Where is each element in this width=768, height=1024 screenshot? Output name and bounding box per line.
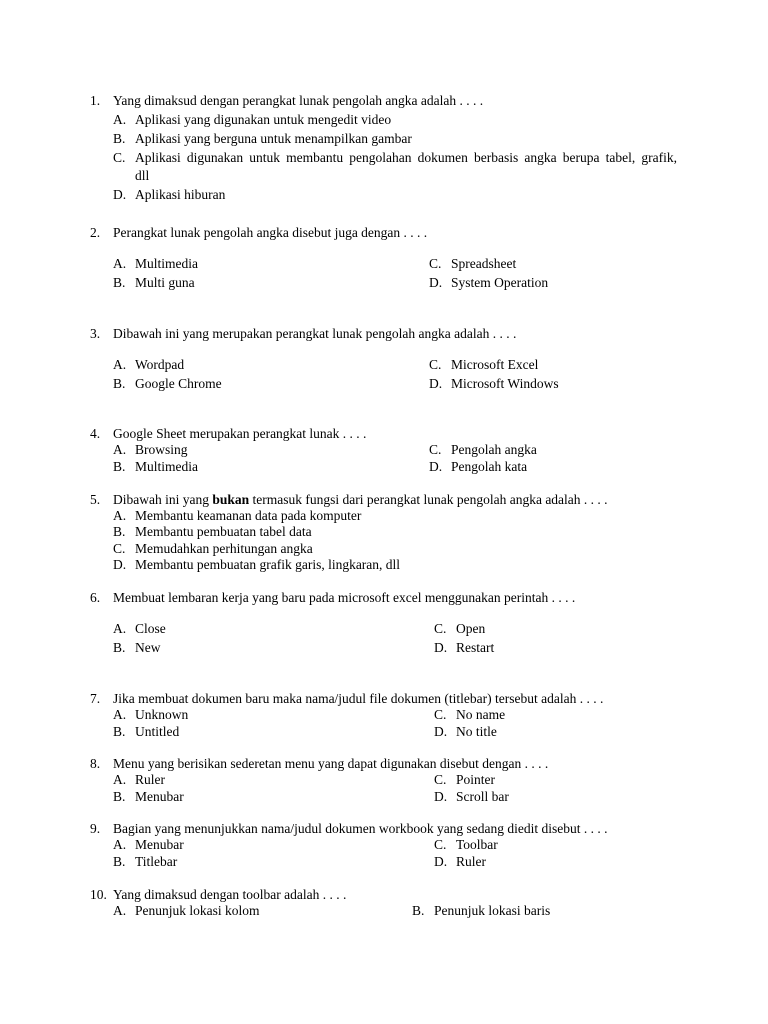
question-number: 7.	[90, 691, 101, 706]
question-text-start: Dibawah ini yang	[113, 492, 213, 507]
option-text: Membantu pembuatan tabel data	[135, 524, 312, 539]
option-letter: B.	[113, 376, 126, 391]
option-text: Memudahkan perhitungan angka	[135, 541, 313, 556]
option-letter: A.	[113, 707, 127, 722]
option-letter: B.	[113, 524, 126, 539]
question-text: Jika membuat dokumen baru maka nama/judul file dokumen (titlebar) tersebut adalah . . . .	[113, 691, 604, 706]
question-number: 5.	[90, 492, 101, 507]
question-text: Yang dimaksud dengan toolbar adalah . . . .	[113, 887, 347, 902]
question-text: Dibawah ini yang merupakan perangkat lunak pengolah angka adalah . . . .	[113, 326, 517, 341]
option-text: Unknown	[135, 707, 189, 722]
option-text: Menubar	[135, 789, 184, 804]
option-text: Untitled	[135, 724, 180, 739]
option-letter: D.	[434, 640, 448, 655]
option-letter: D.	[429, 275, 443, 290]
question-text: Membuat lembaran kerja yang baru pada microsoft excel menggunakan perintah . . . .	[113, 590, 576, 605]
question-text-end: termasuk fungsi dari perangkat lunak pengolah angka adalah . . . .	[249, 492, 608, 507]
option-letter: B.	[412, 903, 425, 918]
question-text: Perangkat lunak pengolah angka disebut juga dengan . . . .	[113, 225, 428, 240]
option-text-continuation: dll	[135, 168, 150, 183]
option-letter: A.	[113, 903, 127, 918]
option-letter: D.	[429, 376, 443, 391]
option-text: Titlebar	[135, 854, 178, 869]
option-text: Microsoft Windows	[451, 376, 559, 391]
option-letter: A.	[113, 442, 127, 457]
option-letter: B.	[113, 789, 126, 804]
option-letter: C.	[429, 442, 442, 457]
question-number: 3.	[90, 326, 101, 341]
option-text: New	[135, 640, 161, 655]
question-number: 1.	[90, 93, 101, 108]
option-letter: C.	[434, 837, 447, 852]
question-text: Yang dimaksud dengan perangkat lunak pengolah angka adalah . . . .	[113, 93, 484, 108]
option-text: Penunjuk lokasi kolom	[135, 903, 260, 918]
option-letter: B.	[113, 459, 126, 474]
option-text: Multimedia	[135, 459, 198, 474]
option-text: Membantu keamanan data pada komputer	[135, 508, 362, 523]
option-letter: C.	[434, 707, 447, 722]
option-letter: A.	[113, 837, 127, 852]
option-text: No title	[456, 724, 497, 739]
option-text: Google Chrome	[135, 376, 222, 391]
option-letter: D.	[434, 854, 448, 869]
option-text: Toolbar	[456, 837, 498, 852]
option-letter: C.	[429, 256, 442, 271]
option-text: Aplikasi hiburan	[135, 187, 226, 202]
option-text: Close	[135, 621, 166, 636]
option-letter: C.	[113, 541, 126, 556]
option-text: Open	[456, 621, 486, 636]
question-number: 10.	[90, 887, 107, 902]
option-letter: C.	[434, 621, 447, 636]
option-letter: A.	[113, 357, 127, 372]
option-text: Menubar	[135, 837, 184, 852]
question-number: 4.	[90, 426, 101, 441]
option-letter: A.	[113, 621, 127, 636]
option-text: System Operation	[451, 275, 549, 290]
option-letter: A.	[113, 112, 127, 127]
option-letter: A.	[113, 772, 127, 787]
question-text: Bagian yang menunjukkan nama/judul dokumen workbook yang sedang diedit disebut . . . .	[113, 821, 608, 836]
question-text: Google Sheet merupakan perangkat lunak . . . .	[113, 426, 367, 441]
option-text: Membantu pembuatan grafik garis, lingkaran, dll	[135, 557, 401, 572]
option-letter: D.	[434, 724, 448, 739]
option-text: Aplikasi yang berguna untuk menampilkan gambar	[135, 131, 412, 146]
option-text: Aplikasi yang digunakan untuk mengedit video	[135, 112, 392, 127]
option-letter: D.	[434, 789, 448, 804]
option-letter: A.	[113, 256, 127, 271]
option-text: Pointer	[456, 772, 495, 787]
option-text: Microsoft Excel	[451, 357, 539, 372]
option-letter: D.	[429, 459, 443, 474]
question-number: 6.	[90, 590, 101, 605]
option-letter: B.	[113, 724, 126, 739]
option-text: Ruler	[135, 772, 165, 787]
option-text: Multi guna	[135, 275, 195, 290]
option-text: Multimedia	[135, 256, 198, 271]
option-letter: D.	[113, 557, 127, 572]
option-letter: B.	[113, 131, 126, 146]
option-letter: B.	[113, 275, 126, 290]
option-text: No name	[456, 707, 506, 722]
option-text: Ruler	[456, 854, 486, 869]
option-letter: B.	[113, 640, 126, 655]
option-text: Pengolah angka	[451, 442, 537, 457]
option-letter: C.	[434, 772, 447, 787]
option-text: Restart	[456, 640, 495, 655]
question-number: 9.	[90, 821, 101, 836]
option-letter: C.	[113, 150, 126, 165]
option-text: Pengolah kata	[451, 459, 528, 474]
option-text: Scroll bar	[456, 789, 509, 804]
option-letter: B.	[113, 854, 126, 869]
option-letter: D.	[113, 187, 127, 202]
option-letter: A.	[113, 508, 127, 523]
option-text: Wordpad	[135, 357, 185, 372]
question-text	[113, 492, 608, 508]
option-text: Browsing	[135, 442, 188, 457]
question-number: 8.	[90, 756, 101, 771]
option-text: Spreadsheet	[451, 256, 517, 271]
question-number: 2.	[90, 225, 101, 240]
option-text: Penunjuk lokasi baris	[434, 903, 551, 918]
option-letter: C.	[429, 357, 442, 372]
question-text: Menu yang berisikan sederetan menu yang dapat digunakan disebut dengan . . . .	[113, 756, 549, 771]
emphasis-word: bukan	[212, 492, 250, 507]
option-text: Aplikasi digunakan untuk membantu pengolahan dokumen berbasis angka berupa tabel, grafik,	[135, 150, 677, 165]
